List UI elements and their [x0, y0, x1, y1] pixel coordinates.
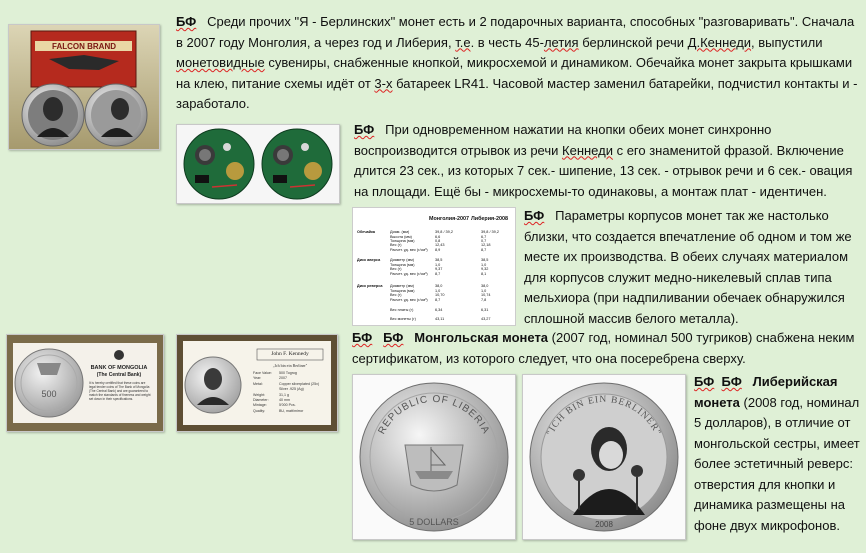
photo-mongolia-certificate: [6, 334, 164, 432]
berliner-legend: "ICH BIN EIN BERLINER": [545, 394, 663, 438]
paragraph-3: [524, 206, 864, 329]
table-cell: Толщина (мм): [390, 289, 415, 293]
table-header-liberia: Либерия-2008: [471, 216, 508, 222]
p1-line-4: на клею, питание схемы идёт от 3-х батареек LR41. Часовой мастер заменил батарейки, подчистил контакты и -: [176, 75, 858, 91]
table-cell: 1,0: [435, 289, 441, 293]
p3-line-3: месте их производства. В обеих случаях материалом: [524, 249, 849, 264]
p3-line-1: БФ Параметры корпусов монет так же настолько: [524, 208, 829, 223]
table-cell: Вес (г): [390, 267, 402, 271]
table-cell: 10,74: [481, 293, 491, 297]
table-header-mongolia: Монголия-2007: [429, 216, 470, 222]
table-cell: 8,7: [435, 298, 441, 302]
table-cell: 43,27: [481, 317, 491, 321]
table-cell: 1,0: [481, 263, 487, 267]
p5-line-5: более эстетичный реверс:: [694, 456, 853, 471]
p2-line-3: длится 23 сек., из которых 7 сек.- шипение, 13 сек. - отрывок речи и 6 сек.- овация: [354, 163, 853, 178]
box-label: FALCON BRAND: [52, 42, 116, 51]
table-cell: 38,0: [435, 284, 443, 288]
table-cell: Диам. (мм): [390, 230, 410, 234]
table-cell: 1,0: [435, 263, 441, 267]
photo-kennedy-certificate: [176, 334, 338, 432]
table-cell: 8,1: [481, 272, 487, 276]
berliner-year: 2008: [595, 520, 613, 529]
cert-row-value: BU, matt/mirror: [279, 408, 304, 413]
p2-line-4: на площади. Ещё бы - микросхемы-то одинаковы, а монтаж плат - идентичен.: [354, 183, 827, 199]
table-cell: 38,0: [481, 284, 489, 288]
table-cell: Вес платы (г): [390, 308, 414, 312]
liberia-legend: REPUBLIC OF LIBERIA: [376, 393, 492, 437]
p5-line-1: БФ БФ Либерийская: [694, 374, 838, 389]
table-cell: Диаметр (мм): [390, 284, 415, 288]
table-cell: 1,0: [481, 289, 487, 293]
mongolia-cert-body: It is hereby certified that these coins are legal tender coins of The Bank of Mongolia (The Central Bank) and are guaranteed to match the standards of fineness and weight set down in their specifications.: [89, 381, 151, 401]
cert-row-value: 2007: [279, 376, 287, 381]
p2-line-1: БФ При одновременном нажатии на кнопки обеих монет синхронно: [354, 122, 772, 137]
table-cell: Высота (мм): [390, 235, 412, 239]
table-cell: Вес (г): [390, 243, 402, 247]
table-cell: 0,7: [481, 239, 487, 243]
paragraph-5: [694, 372, 862, 536]
table-cell: 8,7: [481, 248, 487, 252]
p1-line-3: монетовидные сувениры, снабженные кнопкой, микросхемой и динамиком. Обечайка монет закрыта крышками: [176, 55, 853, 70]
table-cell: Расчет. уд. вес (г/см³): [390, 248, 428, 252]
table-cell: 9,32: [481, 267, 489, 271]
cert-row-key: Diameter:: [253, 397, 269, 402]
table-cell: Толщина (мм): [390, 239, 415, 243]
mongolia-cert-line1: BANK OF MONGOLIA: [90, 365, 148, 371]
table-cell: Обечайка: [357, 230, 375, 234]
paragraph-2: [354, 120, 864, 202]
table-cell: 0,8: [435, 239, 441, 243]
table-cell: Диаметр (мм): [390, 258, 415, 262]
table-cell: 39,8 / 39,2: [481, 230, 499, 234]
p2-line-2: воспроизводится отрывок из речи Кеннеди с его знаменитой фразой. Включение: [354, 142, 844, 158]
table-cell: 6,31: [481, 308, 489, 312]
table-cell: Вес (г): [390, 293, 402, 297]
p3-line-5: мельхиора (при надпиливании обечаек обнаружился: [524, 290, 845, 305]
p5-line-7: динамика размещены на: [694, 497, 846, 512]
table-cell: 7,8: [481, 298, 487, 302]
photo-liberia-coin-reverse: [352, 374, 516, 540]
paragraph-1: [176, 12, 862, 115]
kennedy-cert-motto: „Ich bin ein Berliner": [272, 363, 308, 368]
table-cell: 43,11: [435, 317, 445, 321]
cert-row-key: Year:: [253, 376, 262, 381]
cert-row-value: 31,1 g: [279, 392, 289, 397]
cert-row-value: Silver .925 (Ag): [279, 387, 304, 392]
table-cell: Вес монеты (г): [390, 317, 416, 321]
p5-line-6: отверстия для кнопки и: [694, 476, 836, 492]
cert-row-value: 40 mm: [279, 397, 290, 402]
p4-line-1: БФ БФ Монгольская монета (2007 год, номинал 500 тугриков) снабжена неким: [352, 330, 855, 345]
cert-row-key: Quality:: [253, 408, 266, 413]
table-cell: 6,34: [435, 308, 443, 312]
photo-circuit-boards: [176, 124, 340, 204]
p5-line-8: фоне двух микрофонов.: [694, 517, 840, 533]
cert-row-value: 5'000 Pcs.: [279, 403, 296, 408]
table-cell: Толщина (мм): [390, 263, 415, 267]
p4-line-2: сертификатом, из которого следует, что она посеребрена сверху.: [352, 350, 746, 366]
mongolia-cert-line2: (The Central Bank): [96, 372, 142, 378]
table-cell: Диск реверса: [357, 284, 383, 288]
table-cell: 8,9: [435, 248, 441, 252]
kennedy-cert-name: John F. Kennedy: [271, 351, 309, 357]
table-cell: 10,70: [435, 293, 445, 297]
table-cell: Расчет. уд. вес (г/см³): [390, 272, 428, 276]
cert-row-value: Copper silverplated (25x): [279, 381, 320, 386]
cert-row-value: 500 Togrog: [279, 371, 297, 375]
table-cell: 39,8 / 39,2: [435, 230, 453, 234]
cert-row: [253, 409, 333, 414]
liberia-value: 5 DOLLARS: [409, 517, 459, 527]
kennedy-cert-rows: [253, 371, 333, 414]
table-cell: 8,7: [435, 272, 441, 276]
p3-line-2: близки, что создается впечатление об одном и том же: [524, 228, 852, 244]
p5-line-3: 5 долларов), в отличие от: [694, 415, 851, 430]
p3-line-6: сплошной массив белого металла).: [524, 310, 739, 326]
table-cell: Диск аверса: [357, 258, 381, 262]
table-cell: 12,18: [481, 243, 491, 247]
p5-line-4: монгольской сестры, имеет: [694, 435, 860, 451]
p1-line-1: БФ Среди прочих "Я - Берлинских" монет есть и 2 подарочных варианта, способных "разговаривать". Сначала: [176, 14, 855, 29]
cert-row-key: Face Value:: [253, 371, 272, 375]
p5-line-2: монета (2008 год, номинал: [694, 394, 860, 410]
table-cell: 9,37: [435, 267, 443, 271]
table-cell: 6,6: [435, 235, 441, 239]
cert-row-key: Metal:: [253, 381, 263, 386]
paragraph-4: [352, 328, 864, 369]
p1-line-5: заработало.: [176, 96, 250, 111]
photo-berliner-coin: [522, 374, 686, 540]
p3-line-4: для корпусов служит медно-никелевый сплав типа: [524, 269, 832, 285]
parameters-table: [352, 207, 516, 326]
cert-row-key: Weight:: [253, 392, 266, 397]
cert-row-key: Mintage:: [253, 403, 267, 408]
table-cell: Расчет. уд. вес (г/см³): [390, 298, 428, 302]
p1-line-2: в 2007 году Монголия, а через год и Либерия, т.е. в честь 45-летия берлинской речи Д.Кеннеди, выпустили: [176, 34, 823, 50]
mongolia-coin-value: 500: [41, 389, 57, 399]
table-cell: 12,43: [435, 243, 445, 247]
bf-tag: БФ: [176, 14, 197, 29]
photo-coins-with-box: [8, 24, 160, 150]
table-cell: 38,5: [435, 258, 443, 262]
table-cell: 38,5: [481, 258, 489, 262]
table-cell: 6,7: [481, 235, 487, 239]
